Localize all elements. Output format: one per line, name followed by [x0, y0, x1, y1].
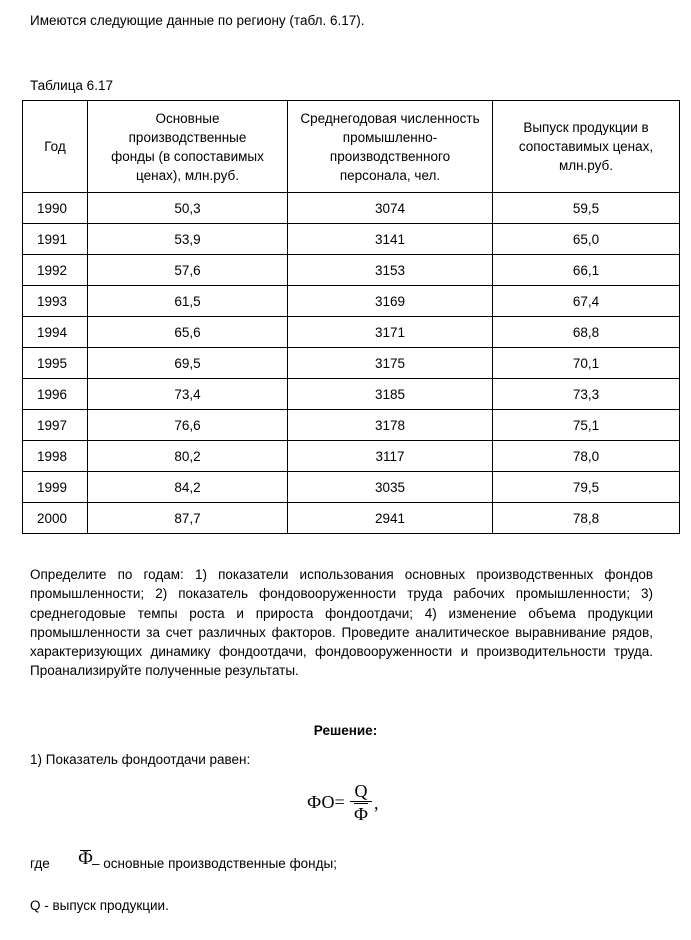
- q-definition: Q - выпуск продукции.: [30, 898, 169, 913]
- cell-staff: 3074: [288, 193, 493, 224]
- table-row: [23, 317, 680, 348]
- formula-lhs: ФО=: [307, 792, 345, 812]
- overline: [354, 803, 368, 804]
- formula-numerator: Q: [354, 781, 368, 801]
- cell-fixed-assets: 50,3: [88, 193, 288, 224]
- cell-staff: 2941: [288, 503, 493, 534]
- data-table: [22, 100, 680, 534]
- cell-fixed-assets: 57,6: [88, 255, 288, 286]
- cell-year: 1994: [23, 317, 88, 348]
- phi-symbol-text: Ф: [78, 848, 94, 869]
- cell-year: 2000: [23, 503, 88, 534]
- cell-output: 73,3: [493, 379, 680, 410]
- cell-fixed-assets: 73,4: [88, 379, 288, 410]
- solution-heading: Решение:: [313, 723, 378, 738]
- cell-fixed-assets: 80,2: [88, 441, 288, 472]
- table-caption: Таблица 6.17: [30, 78, 113, 93]
- header-fixed-assets: Основные производственные фонды (в сопоставимых ценах), млн.руб.: [88, 101, 288, 193]
- table-row: [23, 348, 680, 379]
- cell-output: 75,1: [493, 410, 680, 441]
- point-1-text: 1) Показатель фондоотдачи равен:: [30, 752, 251, 767]
- cell-year: 1996: [23, 379, 88, 410]
- cell-fixed-assets: 65,6: [88, 317, 288, 348]
- cell-fixed-assets: 76,6: [88, 410, 288, 441]
- cell-fixed-assets: 61,5: [88, 286, 288, 317]
- cell-output: 65,0: [493, 224, 680, 255]
- table-row: [23, 410, 680, 441]
- table-row: [23, 193, 680, 224]
- table-row: [23, 224, 680, 255]
- where-label: где: [30, 856, 50, 871]
- formula-denominator-symbol: Ф: [353, 804, 369, 824]
- cell-year: 1991: [23, 224, 88, 255]
- cell-staff: 3035: [288, 472, 493, 503]
- cell-year: 1992: [23, 255, 88, 286]
- cell-staff: 3169: [288, 286, 493, 317]
- task-text: Определите по годам: 1) показатели использования основных производственных фондов промышленности; 2) показатель фондовооруженности труда рабочих промышленности; 3) среднегодовые темпы роста и прироста фондоотдачи; 4) изменение объема продукции промышленности за счет различных факторов. Проведите аналитическое выравнивание рядов, характеризующих динамику фондоотдачи, фондовооруженности и производительности труда. Проанализируйте полученные результаты.: [30, 567, 653, 679]
- cell-fixed-assets: 53,9: [88, 224, 288, 255]
- cell-output: 59,5: [493, 193, 680, 224]
- formula-fraction: [350, 781, 372, 824]
- cell-year: 1998: [23, 441, 88, 472]
- header-year: Год: [23, 101, 88, 193]
- cell-staff: 3185: [288, 379, 493, 410]
- cell-fixed-assets: 84,2: [88, 472, 288, 503]
- cell-year: 1990: [23, 193, 88, 224]
- header-output: Выпуск продукции в сопоставимых ценах, млн.руб.: [493, 101, 680, 193]
- cell-fixed-assets: 87,7: [88, 503, 288, 534]
- cell-staff: 3178: [288, 410, 493, 441]
- cell-staff: 3141: [288, 224, 493, 255]
- phi-overline: [80, 850, 91, 851]
- where-definition: – основные производственные фонды;: [92, 856, 337, 871]
- cell-output: 78,0: [493, 441, 680, 472]
- cell-fixed-assets: 69,5: [88, 348, 288, 379]
- cell-year: 1993: [23, 286, 88, 317]
- cell-output: 67,4: [493, 286, 680, 317]
- table-row: [23, 286, 680, 317]
- phi-symbol: [78, 848, 93, 870]
- intro-text: Имеются следующие данные по региону (табл. 6.17).: [30, 13, 365, 28]
- cell-staff: 3153: [288, 255, 493, 286]
- cell-staff: 3117: [288, 441, 493, 472]
- table-row: [23, 472, 680, 503]
- cell-output: 79,5: [493, 472, 680, 503]
- table-row: [23, 255, 680, 286]
- formula-denominator: [350, 802, 372, 824]
- table-header-row: [23, 101, 680, 193]
- table-row: [23, 503, 680, 534]
- table-row: [23, 379, 680, 410]
- header-staff: Среднегодовая численность промышленно-производственного персонала, чел.: [288, 101, 493, 193]
- cell-year: 1999: [23, 472, 88, 503]
- table-row: [23, 441, 680, 472]
- cell-output: 70,1: [493, 348, 680, 379]
- cell-output: 78,8: [493, 503, 680, 534]
- cell-staff: 3175: [288, 348, 493, 379]
- cell-output: 68,8: [493, 317, 680, 348]
- cell-staff: 3171: [288, 317, 493, 348]
- cell-year: 1997: [23, 410, 88, 441]
- formula-comma: ,: [374, 793, 379, 813]
- cell-year: 1995: [23, 348, 88, 379]
- cell-output: 66,1: [493, 255, 680, 286]
